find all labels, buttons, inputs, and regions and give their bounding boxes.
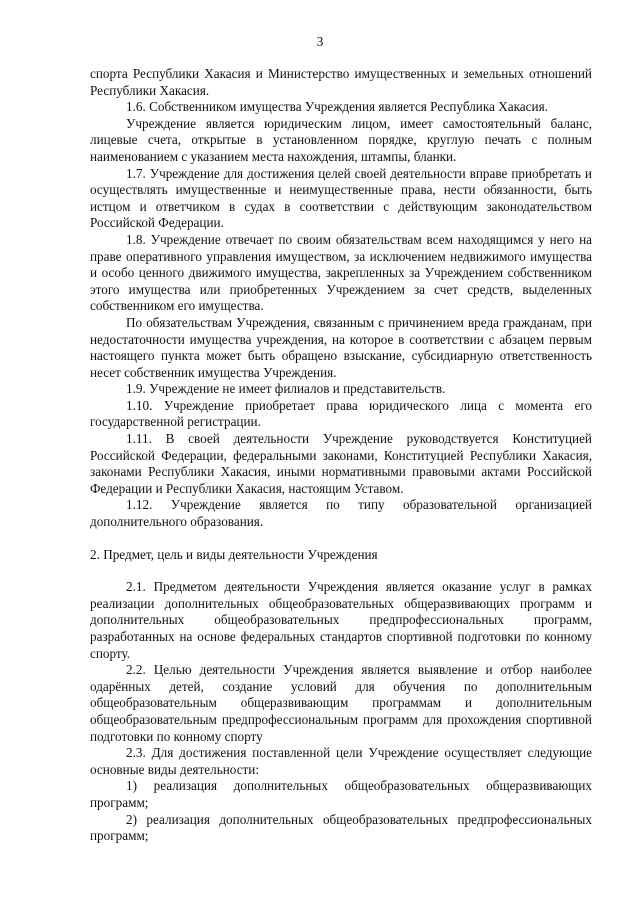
page-number: 3 — [316, 34, 324, 49]
paragraph: спорта Республики Хакасия и Министерство имущественных и земельных отношений Республики Хакасия. — [90, 66, 592, 98]
paragraph: 1.6. Собственником имущества Учреждения является Республика Хакасия. — [126, 99, 548, 115]
paragraph: 2.2. Целью деятельности Учреждения является выявление и отбор наиболее одарённых детей, создание условий для обучения по дополнительным общеобразовательным общеразвивающим программам и дополнительным общеобразовательным предпрофессиональным программ для прохождения спортивной подготовки по конному спорту — [90, 662, 592, 744]
paragraph: 1.11. В своей деятельности Учреждение руководствуется Конституцией Российской Федерации, федеральными законами, Конституцией Республики Хакасия, законами Республики Хакасия, иными нормативными правовыми актами Российской Федерации и Республики Хакасия, настоящим Уставом. — [90, 431, 592, 496]
paragraph: 2.1. Предметом деятельности Учреждения является оказание услуг в рамках реализации дополнительных общеобразовательных общеразвивающих программ и дополнительных общеобразовательных предпрофессиональных программ, разработанных на основе федеральных стандартов спортивной подготовки по конному спорту. — [90, 579, 592, 661]
document-body — [90, 66, 592, 845]
section-heading: 2. Предмет, цель и виды деятельности Учреждения — [90, 546, 378, 562]
paragraph: 1.12. Учреждение является по типу образовательной организацией дополнительного образования. — [90, 497, 592, 530]
paragraph: 1.9. Учреждение не имеет филиалов и представительств. — [126, 381, 446, 397]
paragraph: По обязательствам Учреждения, связанным с причинением вреда гражданам, при недостаточности имущества учреждения, на которое в соответствии с абзацем первым настоящего пункта может быть обращено взыскание, субсидиарную ответственность несет собственник имущества Учреждения. — [90, 314, 592, 380]
paragraph: Учреждение является юридическим лицом, имеет самостоятельный баланс, лицевые счета, открытые в установленном порядке, круглую печать с полным наименованием с указанием места нахождения, штампы, бланки. — [90, 115, 592, 164]
paragraph: 2.3. Для достижения поставленной цели Учреждение осуществляет следующие основные виды деятельности: — [90, 745, 592, 777]
paragraph: 1.10. Учреждение приобретает права юридического лица с момента его государственной регистрации. — [90, 397, 592, 430]
paragraph: 1.8. Учреждение отвечает по своим обязательствам всем находящимся у него на праве оперативного управления имуществом, за исключением недвижимого имущества и особо ценного движимого имущества, закрепленных за Учреждением собственником этого имущества или приобретенных Учреждением за счет средств, выделенных собственником его имущества. — [90, 231, 592, 314]
list-item: 2) реализация дополнительных общеобразовательных предпрофессиональных программ; — [90, 811, 592, 844]
paragraph: 1.7. Учреждение для достижения целей своей деятельности вправе приобретать и осуществлять имущественные и неимущественные права, нести обязанности, быть истцом и ответчиком в судах в соответствии с действующим законодательством Российской Федерации. — [90, 165, 592, 231]
list-item: 1) реализация дополнительных общеобразовательных общеразвивающих программ; — [90, 778, 592, 810]
